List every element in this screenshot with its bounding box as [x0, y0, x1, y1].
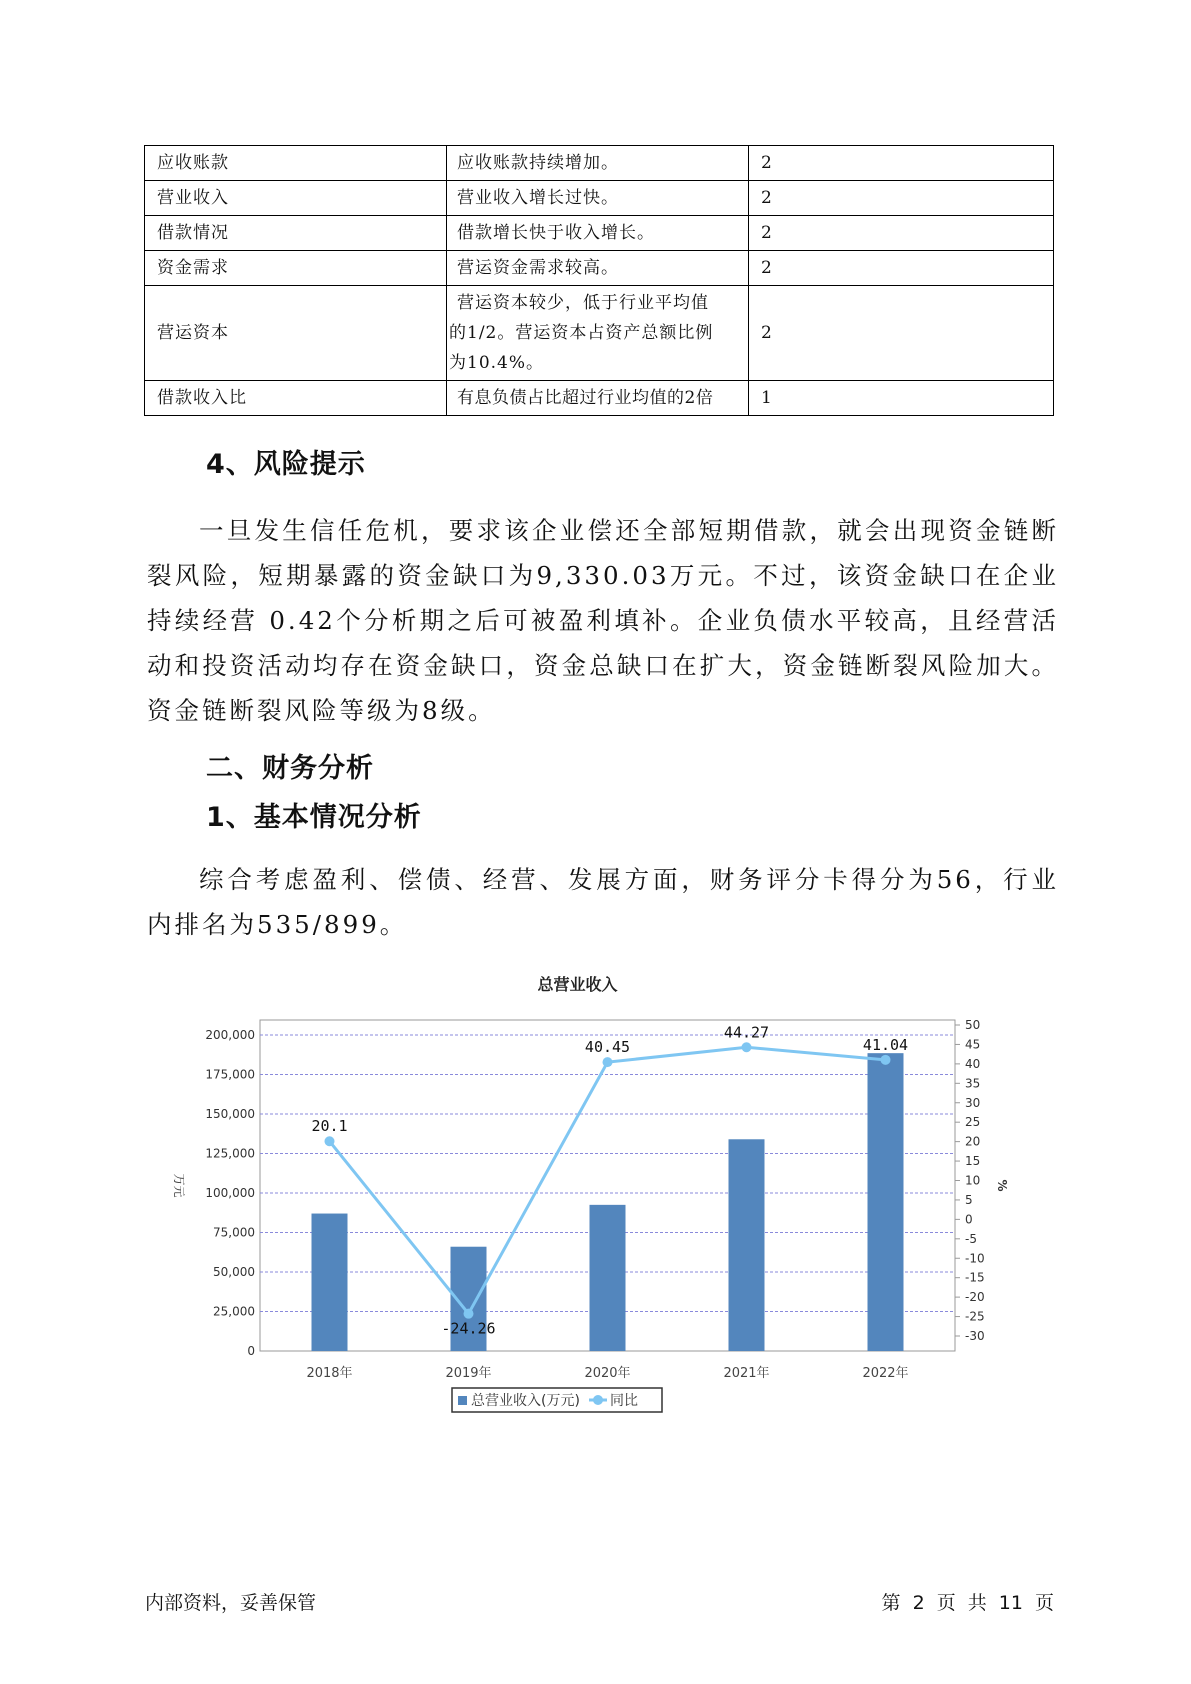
indicator-desc [447, 286, 749, 381]
indicator-name: 资金需求 [145, 251, 447, 286]
revenue-bar [312, 1214, 348, 1351]
footer-confidential: 内部资料，妥善保管 [145, 1592, 317, 1614]
indicator-desc: 有息负债占比超过行业均值的2倍 [447, 381, 749, 416]
legend-bar-swatch [458, 1396, 467, 1405]
indicator-name: 借款收入比 [145, 381, 447, 416]
table-row [145, 381, 1054, 416]
y-right-tick-label: 40 [965, 1056, 981, 1071]
y-right-tick-label: 10 [965, 1173, 981, 1188]
indicator-score: 2 [749, 146, 1054, 181]
x-tick-label: 2020年 [584, 1366, 631, 1381]
revenue-chart-svg [170, 970, 1020, 1430]
indicator-desc: 借款增长快于收入增长。 [447, 216, 749, 251]
y-right-tick-label: 30 [965, 1095, 981, 1110]
yoy-point [881, 1055, 891, 1065]
indicator-name: 营业收入 [145, 181, 447, 216]
y-left-tick-label: 125,000 [205, 1146, 255, 1161]
indicator-score: 2 [749, 286, 1054, 381]
indicator-name: 应收账款 [145, 146, 447, 181]
x-tick-label: 2018年 [306, 1366, 353, 1381]
table-row [145, 181, 1054, 216]
indicator-desc: 营运资金需求较高。 [447, 251, 749, 286]
x-tick-label: 2021年 [723, 1366, 770, 1381]
yoy-data-label: 44.27 [723, 1023, 770, 1042]
y-right-axis-label: % [995, 1179, 1009, 1192]
y-left-tick-label: 150,000 [205, 1107, 255, 1121]
basic-analysis-heading: 1、基本情况分析 [206, 802, 422, 833]
indicator-score: 2 [749, 181, 1054, 216]
legend-line-label: 同比 [610, 1393, 638, 1409]
yoy-data-label: 41.04 [862, 1035, 909, 1054]
yoy-point [325, 1136, 335, 1146]
y-right-tick-label: 50 [965, 1018, 981, 1032]
revenue-bar [729, 1139, 765, 1351]
indicator-desc-line: 营运资本较少，低于行业平均值 [457, 293, 709, 313]
risk-warning-paragraph: 一旦发生信任危机，要求该企业偿还全部短期借款，就会出现资金链断裂风险，短期暴露的资金缺口为9,330.03万元。不过，该资金缺口在企业持续经营 0.42个分析期之后可被盈利填补。企业负债水平较高，且经营活动和投资活动均存在资金缺口，资金总缺口在扩大，资金链断裂风险加大。资金链断裂风险等级为8级。 [147, 516, 1059, 725]
risk-indicator-table [144, 145, 1054, 416]
chart-title: 总营业收入 [537, 975, 618, 994]
legend-line-marker [593, 1395, 603, 1405]
y-right-tick-label: 35 [965, 1076, 981, 1091]
y-left-tick-label: 0 [247, 1344, 255, 1358]
y-right-tick-label: -20 [965, 1290, 985, 1305]
y-left-axis-label: 万元 [172, 1173, 186, 1198]
y-right-tick-label: 20 [965, 1134, 981, 1149]
indicator-desc-line: 为10.4%。 [449, 353, 545, 373]
indicator-name: 营运资本 [145, 286, 447, 381]
x-tick-label: 2019年 [445, 1366, 492, 1381]
y-right-tick-label: 45 [965, 1037, 981, 1052]
legend-bar-label: 总营业收入(万元) [471, 1393, 580, 1409]
y-right-tick-label: -25 [965, 1309, 985, 1324]
y-right-tick-label: 5 [965, 1192, 973, 1207]
footer-page-number: 第 2 页 共 11 页 [881, 1592, 1054, 1614]
yoy-point [464, 1309, 474, 1319]
table-row [145, 251, 1054, 286]
table-row [145, 286, 1054, 381]
financial-analysis-heading: 二、财务分析 [206, 753, 374, 784]
y-right-tick-label: 25 [965, 1115, 981, 1130]
y-right-tick-label: 15 [965, 1154, 981, 1169]
indicator-desc-line: 的1/2。营运资本占资产总额比例 [449, 323, 714, 343]
y-left-tick-label: 175,000 [205, 1067, 255, 1082]
revenue-bar [590, 1205, 626, 1351]
x-tick-label: 2022年 [862, 1366, 909, 1381]
indicator-score: 1 [749, 381, 1054, 416]
basic-analysis-paragraph: 综合考虑盈利、偿债、经营、发展方面，财务评分卡得分为56，行业内排名为535/899。 [147, 865, 1059, 939]
indicator-score: 2 [749, 216, 1054, 251]
risk-warning-heading: 4、风险提示 [206, 449, 366, 480]
y-left-tick-label: 100,000 [205, 1186, 255, 1200]
yoy-point [603, 1057, 613, 1067]
table-row [145, 216, 1054, 251]
y-right-tick-label: -15 [965, 1270, 985, 1285]
indicator-desc: 应收账款持续增加。 [447, 146, 749, 181]
indicator-name: 借款情况 [145, 216, 447, 251]
y-right-tick-label: -10 [965, 1251, 985, 1266]
y-left-tick-label: 50,000 [213, 1265, 255, 1279]
yoy-point [742, 1042, 752, 1052]
yoy-data-label: -24.26 [441, 1319, 496, 1338]
revenue-bar [868, 1053, 904, 1351]
yoy-data-label: 40.45 [584, 1038, 631, 1057]
y-left-tick-label: 200,000 [205, 1028, 255, 1042]
y-left-tick-label: 25,000 [213, 1304, 255, 1319]
indicator-desc: 营业收入增长过快。 [447, 181, 749, 216]
y-right-tick-label: -5 [965, 1231, 977, 1246]
indicator-score: 2 [749, 251, 1054, 286]
y-right-tick-label: -30 [965, 1329, 985, 1343]
y-right-tick-label: 0 [965, 1212, 973, 1227]
yoy-data-label: 20.1 [311, 1117, 348, 1136]
revenue-chart [170, 970, 1020, 1430]
table-row [145, 146, 1054, 181]
y-left-tick-label: 75,000 [213, 1225, 255, 1240]
